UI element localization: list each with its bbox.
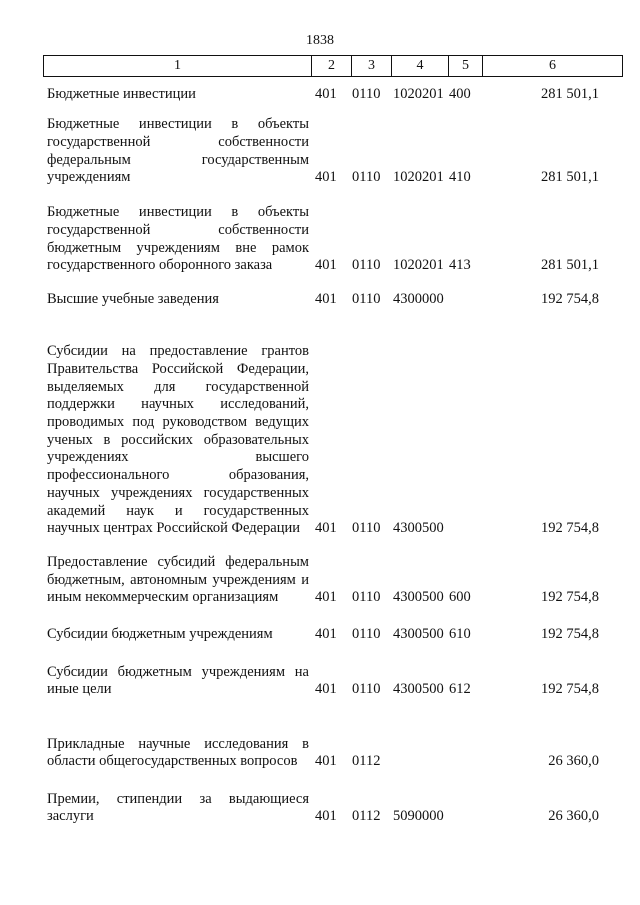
table-header bbox=[43, 55, 623, 77]
row-admin: 401 bbox=[315, 681, 337, 698]
row-admin: 401 bbox=[315, 589, 337, 606]
row-amount: 26 360,0 bbox=[548, 808, 599, 825]
row-section: 0110 bbox=[352, 169, 381, 186]
row-target: 4300500 bbox=[393, 681, 444, 698]
row-amount: 26 360,0 bbox=[548, 753, 599, 770]
column-header-2: 2 bbox=[311, 56, 351, 76]
row-admin: 401 bbox=[315, 753, 337, 770]
row-name: Субсидии бюджетным учреждениям bbox=[47, 626, 273, 643]
row-name: Субсидии на предоставление грантов Правительства Российской Федерации, выделяемых для государственной поддержки научных исследований, проводимых под руководством ведущих ученых в российских образовательных учреждениях высшего профессионального образования, научных учреждениях государственных академий наук и государственных научных центрах Российской Федерации bbox=[47, 343, 309, 537]
row-amount: 192 754,8 bbox=[541, 589, 599, 606]
row-section: 0110 bbox=[352, 86, 381, 103]
row-name: Субсидии бюджетным учреждениям на иные цели bbox=[47, 663, 309, 698]
column-header-4: 4 bbox=[391, 56, 448, 76]
row-name: Высшие учебные заведения bbox=[47, 291, 219, 308]
row-admin: 401 bbox=[315, 808, 337, 825]
row-amount: 192 754,8 bbox=[541, 626, 599, 643]
row-admin: 401 bbox=[315, 520, 337, 537]
row-target: 4300500 bbox=[393, 626, 444, 643]
row-expense-type: 413 bbox=[449, 257, 471, 274]
row-name: Премии, стипендии за выдающиеся заслуги bbox=[47, 790, 309, 825]
row-amount: 192 754,8 bbox=[541, 291, 599, 308]
row-name: Бюджетные инвестиции в объекты государственной собственности бюджетным учреждениям вне рамок государственного оборонного заказа bbox=[47, 204, 309, 274]
row-expense-type: 610 bbox=[449, 626, 471, 643]
row-expense-type: 612 bbox=[449, 681, 471, 698]
row-target: 4300500 bbox=[393, 520, 444, 537]
page-number: 1838 bbox=[306, 33, 334, 48]
row-section: 0110 bbox=[352, 681, 381, 698]
table-row bbox=[0, 86, 640, 104]
row-admin: 401 bbox=[315, 626, 337, 643]
table-row bbox=[0, 663, 640, 699]
column-header-1: 1 bbox=[43, 56, 311, 76]
row-name: Предоставление субсидий федеральным бюджетным, автономным учреждениям и иным некоммерческим организациям bbox=[47, 553, 309, 606]
row-section: 0112 bbox=[352, 753, 381, 770]
row-target: 4300500 bbox=[393, 589, 444, 606]
row-section: 0110 bbox=[352, 626, 381, 643]
row-admin: 401 bbox=[315, 257, 337, 274]
row-target: 4300000 bbox=[393, 291, 444, 308]
table-row bbox=[0, 790, 640, 826]
row-admin: 401 bbox=[315, 86, 337, 103]
row-amount: 192 754,8 bbox=[541, 681, 599, 698]
row-amount: 192 754,8 bbox=[541, 520, 599, 537]
row-name: Бюджетные инвестиции bbox=[47, 86, 196, 103]
table-row bbox=[0, 626, 640, 644]
column-header-5: 5 bbox=[448, 56, 482, 76]
row-name: Бюджетные инвестиции в объекты государственной собственности федеральным государственным учреждениям bbox=[47, 116, 309, 186]
column-header-3: 3 bbox=[351, 56, 391, 76]
table-row bbox=[0, 328, 640, 538]
row-expense-type: 600 bbox=[449, 589, 471, 606]
table-row bbox=[0, 717, 640, 771]
row-section: 0110 bbox=[352, 257, 381, 274]
row-amount: 281 501,1 bbox=[541, 86, 599, 103]
row-expense-type: 400 bbox=[449, 86, 471, 103]
row-target: 1020201 bbox=[393, 86, 444, 103]
column-header-6: 6 bbox=[482, 56, 623, 76]
row-section: 0110 bbox=[352, 291, 381, 308]
row-admin: 401 bbox=[315, 291, 337, 308]
table-row bbox=[0, 115, 640, 187]
row-name: Прикладные научные исследования в области общегосударственных вопросов bbox=[47, 735, 309, 770]
row-amount: 281 501,1 bbox=[541, 169, 599, 186]
table-row bbox=[0, 291, 640, 309]
row-target: 5090000 bbox=[393, 808, 444, 825]
row-admin: 401 bbox=[315, 169, 337, 186]
row-amount: 281 501,1 bbox=[541, 257, 599, 274]
row-section: 0110 bbox=[352, 520, 381, 537]
table-row bbox=[0, 203, 640, 275]
row-target: 1020201 bbox=[393, 169, 444, 186]
row-section: 0112 bbox=[352, 808, 381, 825]
row-target: 1020201 bbox=[393, 257, 444, 274]
row-section: 0110 bbox=[352, 589, 381, 606]
row-expense-type: 410 bbox=[449, 169, 471, 186]
table-row bbox=[0, 553, 640, 607]
